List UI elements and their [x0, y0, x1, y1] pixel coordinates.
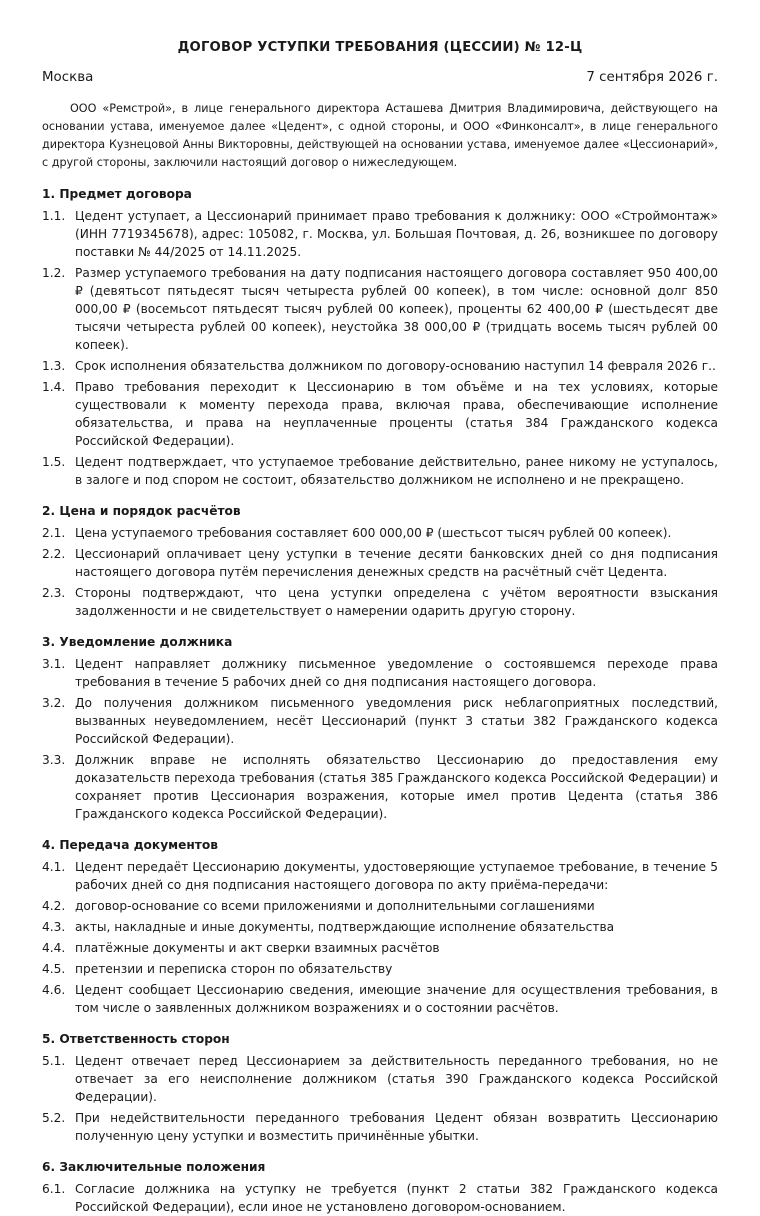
clause — [42, 960, 718, 978]
clause — [42, 584, 718, 620]
section-heading: 2. Цена и порядок расчётов — [42, 504, 241, 518]
clause — [42, 264, 718, 354]
clause-number: 6.1. — [42, 1182, 66, 1196]
section-heading: 4. Передача документов — [42, 838, 218, 852]
clause — [42, 751, 718, 823]
clause — [42, 918, 718, 936]
clause-number: 4.2. — [42, 899, 66, 913]
section-heading: 5. Ответственность сторон — [42, 1032, 230, 1046]
clause-text: Размер уступаемого требования на дату подписания настоящего договора составляет 950 400,00 ₽ (девятьсот пятьдесят тысяч четыреста рублей 00 копеек), в том числе: основной долг 850 000,00 ₽ (восемьсот пятьдесят тысяч рублей 00 копеек), проценты 62 400,00 ₽ (шестьдесят две тысячи четыреста рублей 00 копеек), неустойка 38 000,00 ₽ (тридцать восемь тысяч рублей 00 копеек). — [75, 266, 718, 352]
clause-text: договор-основание со всеми приложениями и дополнительными соглашениями — [75, 899, 595, 913]
clause — [42, 524, 718, 542]
clause — [42, 207, 718, 261]
clause-text: платёжные документы и акт сверки взаимных расчётов — [75, 941, 440, 955]
clause — [42, 1052, 718, 1106]
clause-number: 1.5. — [42, 455, 66, 469]
contract-section — [42, 1030, 718, 1145]
section-heading: 3. Уведомление должника — [42, 635, 233, 649]
contract-section — [42, 836, 718, 1017]
contract-city: Москва — [42, 70, 94, 85]
clause-text: При недействительности переданного требования Цедент обязан возвратить Цессионарию полученную цену уступки и возместить причинённые убытки. — [75, 1111, 718, 1143]
clause-number: 4.6. — [42, 983, 66, 997]
clause-text: Цена уступаемого требования составляет 600 000,00 ₽ (шестьсот тысяч рублей 00 копеек). — [75, 526, 672, 540]
clause — [42, 1109, 718, 1145]
section-heading: 6. Заключительные положения — [42, 1160, 266, 1174]
contract-section — [42, 185, 718, 489]
clause — [42, 897, 718, 915]
clause-number: 5.1. — [42, 1054, 66, 1068]
clause — [42, 357, 718, 375]
clause-text: Срок исполнения обязательства должником по договору-основанию наступил 14 февраля 2026 г.. — [75, 359, 716, 373]
clause-text: Цедент уступает, а Цессионарий принимает право требования к должнику: ООО «Строймонтаж» (ИНН 7719345678), адрес: 105082, г. Москва, ул. Большая Почтовая, д. 26, возникшее по договору поставки № 44/2025 от 14.11.2025. — [75, 209, 718, 259]
clause-text: Цедент передаёт Цессионарию документы, удостоверяющие уступаемое требование, в течение 5 рабочих дней со дня подписания настоящего договора по акту приёма-передачи: — [75, 860, 718, 892]
place-date-row — [42, 69, 718, 87]
clause — [42, 378, 718, 450]
clause — [42, 981, 718, 1017]
clause-number: 4.1. — [42, 860, 66, 874]
clause — [42, 655, 718, 691]
clause-text: Цедент отвечает перед Цессионарием за действительность переданного требования, но не отвечает за его неисполнение должником (статья 390 Гражданского кодекса Российской Федерации). — [75, 1054, 718, 1104]
clause — [42, 858, 718, 894]
clause-text: Цедент подтверждает, что уступаемое требование действительно, ранее никому не уступалось, в залоге и под спором не состоит, обязательство должником не исполнено и не прекращено. — [75, 455, 718, 487]
clause — [42, 694, 718, 748]
section-heading: 1. Предмет договора — [42, 187, 192, 201]
document-title: ДОГОВОР УСТУПКИ ТРЕБОВАНИЯ (ЦЕССИИ) № 12-Ц — [177, 40, 583, 55]
clause-number: 1.3. — [42, 359, 66, 373]
clause — [42, 453, 718, 489]
clause — [42, 939, 718, 957]
clause-number: 4.4. — [42, 941, 66, 955]
clause-number: 5.2. — [42, 1111, 66, 1125]
clause-text: Право требования переходит к Цессионарию в том объёме и на тех условиях, которые существовали к моменту перехода права, включая права, обеспечивающие исполнение обязательства, и права на неуплаченные проценты (статья 384 Гражданского кодекса Российской Федерации). — [75, 380, 718, 448]
clause-number: 3.3. — [42, 753, 66, 767]
clause-number: 2.3. — [42, 586, 66, 600]
clause-text: претензии и переписка сторон по обязательству — [75, 962, 393, 976]
sections-container — [42, 185, 718, 1216]
clause-text: До получения должником письменного уведомления риск неблагоприятных последствий, вызванных неуведомлением, несёт Цессионарий (пункт 3 статьи 382 Гражданского кодекса Российской Федерации). — [75, 696, 718, 746]
contract-section — [42, 502, 718, 620]
clause-text: Цедент направляет должнику письменное уведомление о состоявшемся переходе права требования в течение 5 рабочих дней со дня подписания настоящего договора. — [75, 657, 718, 689]
clause — [42, 1180, 718, 1216]
clause-number: 4.5. — [42, 962, 66, 976]
clause — [42, 545, 718, 581]
clause-text: акты, накладные и иные документы, подтверждающие исполнение обязательства — [75, 920, 615, 934]
clause-number: 4.3. — [42, 920, 66, 934]
clause-text: Цедент сообщает Цессионарию сведения, имеющие значение для осуществления требования, в том числе о заявленных должником возражениях и о состоянии расчётов. — [75, 983, 718, 1015]
clause-number: 2.1. — [42, 526, 66, 540]
clause-text: Должник вправе не исполнять обязательство Цессионарию до предоставления ему доказательств перехода требования (статья 385 Гражданского кодекса Российской Федерации) и сохраняет против Цессионария возражения, которые имел против Цедента (статья 386 Гражданского кодекса Российской Федерации). — [75, 753, 718, 821]
clause-number: 1.4. — [42, 380, 66, 394]
clause-number: 2.2. — [42, 547, 66, 561]
preamble: ООО «Ремстрой», в лице генерального директора Асташева Дмитрия Владимировича, действующего на основании устава, именуемое далее «Цедент», с одной стороны, и ООО «Финконсалт», в лице генерального директора Кузнецовой Анны Викторовны, действующей на основании устава, именуемое далее «Цессионарий», с другой стороны, заключили настоящий договор о нижеследующем. — [42, 102, 718, 169]
contract-section — [42, 1158, 718, 1216]
clause-number: 1.2. — [42, 266, 66, 280]
clause-text: Стороны подтверждают, что цена уступки определена с учётом вероятности взыскания задолженности и не свидетельствует о намерении одарить другую сторону. — [75, 586, 718, 618]
contract-section — [42, 633, 718, 823]
clause-number: 3.1. — [42, 657, 66, 671]
clause-number: 1.1. — [42, 209, 66, 223]
clause-text: Цессионарий оплачивает цену уступки в течение десяти банковских дней со дня подписания настоящего договора путём перечисления денежных средств на расчётный счёт Цедента. — [75, 547, 718, 579]
contract-date: 7 сентября 2026 г. — [586, 70, 718, 85]
clause-number: 3.2. — [42, 696, 66, 710]
clause-text: Согласие должника на уступку не требуется (пункт 2 статьи 382 Гражданского кодекса Российской Федерации), если иное не установлено договором-основанием. — [75, 1182, 718, 1214]
